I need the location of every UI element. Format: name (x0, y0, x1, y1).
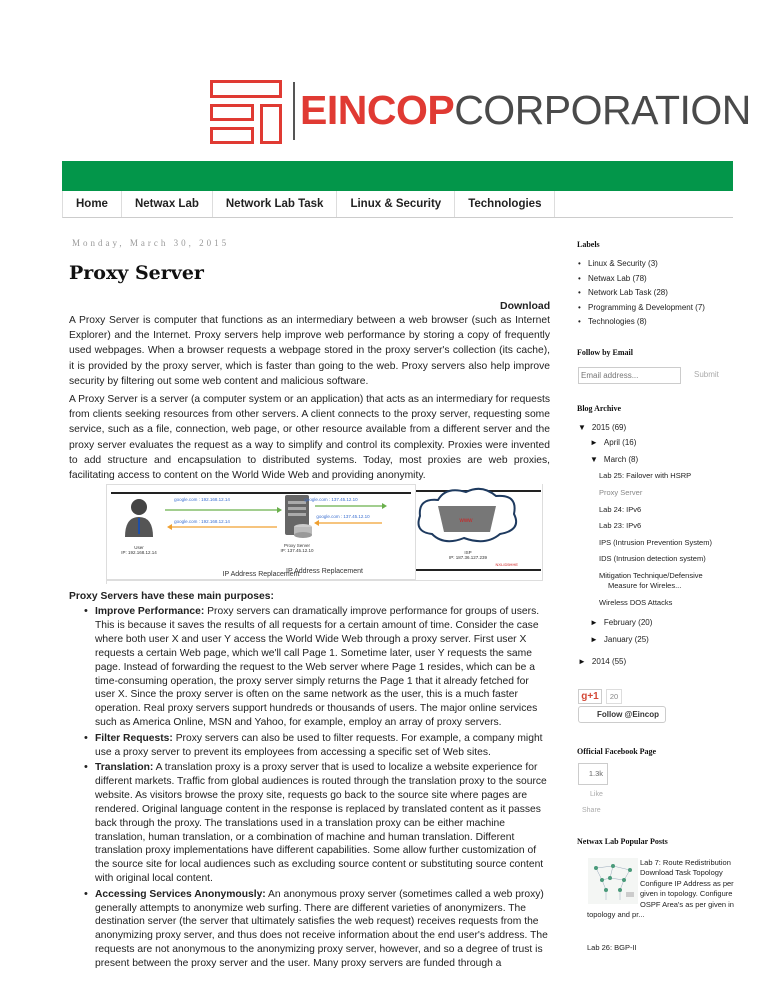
user-icon (125, 499, 153, 537)
purpose-text: An anonymous proxy server (sometimes called a web proxy) generally attempts to anonymize web surfing. There are different varieties of anonymizers. The destination server (the server that ultimately satisfies the web request) receives requests from the anonymizing proxy server, and thus does not receive information about the end user's address. The requests are not anonymous to the anonymizing proxy server, however, and so a degree of trust is present between the proxy server and the user. Many proxy servers are funded through a (95, 888, 548, 970)
label-link[interactable]: • Netwax Lab (78) (578, 272, 705, 287)
label-link[interactable]: • Programming & Development (7) (578, 301, 705, 316)
archive-month-label[interactable]: February (20) (603, 618, 653, 627)
figure-caption: IP Address Replacement (222, 571, 300, 578)
facebook-share-button[interactable]: Share (582, 807, 601, 814)
archive-month-march[interactable] (590, 455, 638, 464)
archive-year-2015[interactable] (578, 423, 626, 432)
archive-post-link[interactable]: IDS (Intrusion detection system) (599, 554, 706, 563)
expand-down-icon[interactable]: ▼ (590, 455, 598, 464)
expand-right-icon[interactable]: ► (590, 618, 598, 627)
svg-text:User: User (134, 545, 144, 550)
svg-text:IP: 192.168.12.14: IP: 192.168.12.14 (121, 550, 157, 555)
svg-text:IP: 137.45.12.10: IP: 137.45.12.10 (280, 548, 314, 553)
purpose-text: Proxy servers can dramatically improve performance for groups of users. This is because it saves the results of all requests for a certain amount of time. Consider the case where both user X and user Y access the World Wide Web through a proxy server. First user X requests a certain Web page, which we'll call Page 1. Sometime later, user Y requests the same page. Instead of forwarding the request to the Web server where Page 1 resides, which can be a time-consuming operation, the proxy server simply returns the Page 1 that it already fetched for user X. Since the proxy server is often on the same network as the user, this is a much faster operation. Real proxy servers support hundreds or thousands of users. The major online services such as America Online, MSN and Yahoo, for example, employ an array of proxy servers. (95, 606, 540, 729)
google-plus-count: 20 (606, 689, 622, 704)
twitter-follow-button[interactable]: Follow @Eincop (578, 706, 666, 723)
header-green-bar (62, 161, 733, 191)
archive-post-current[interactable]: Proxy Server (599, 488, 643, 497)
main-nav (62, 191, 733, 218)
svg-text:Proxy Server: Proxy Server (283, 543, 311, 548)
labels-list (578, 257, 705, 330)
popular-post-excerpt: Download Task Topology Configure IP Address as per given in topology. Configure OSPF Area's as per given in topology and pr... (587, 868, 734, 920)
archive-month-label[interactable]: March (8) (603, 455, 639, 464)
archive-month-february[interactable] (590, 618, 652, 627)
purposes-list (80, 605, 550, 973)
post-title[interactable]: Proxy Server (69, 262, 204, 284)
archive-post-link[interactable]: IPS (Intrusion Prevention System) (599, 538, 712, 547)
label-link[interactable]: • Linux & Security (3) (578, 257, 705, 272)
purpose-term: Accessing Services Anonymously: (95, 888, 266, 900)
archive-post-link[interactable]: Lab 24: IPv6 (599, 505, 642, 514)
svg-text:google.com : 192.168.12.14: google.com : 192.168.12.14 (174, 519, 230, 524)
archive-post-link[interactable]: Lab 23: IPv6 (599, 521, 642, 530)
svg-text:ISP: ISP (464, 550, 472, 555)
submit-button[interactable]: Submit (694, 370, 719, 379)
label-link[interactable]: • Network Lab Task (28) (578, 286, 705, 301)
purpose-term: Translation: (95, 761, 154, 773)
facebook-like-button[interactable]: Like (590, 791, 603, 798)
follow-email-heading: Follow by Email (577, 348, 634, 357)
popular-post-2-title[interactable]: Lab 26: BGP-II (587, 943, 637, 952)
expand-down-icon[interactable]: ▼ (578, 423, 586, 432)
nav-technologies[interactable]: Technologies (455, 191, 555, 217)
list-item (80, 888, 550, 971)
logo-divider (293, 82, 295, 140)
labels-heading: Labels (577, 240, 600, 249)
svg-text:google.com : 137.45.12.10: google.com : 137.45.12.10 (316, 514, 370, 519)
popular-post-title[interactable]: Lab 7: Route Redistribution (640, 858, 731, 867)
facebook-heading: Official Facebook Page (577, 747, 657, 756)
email-field[interactable] (578, 367, 681, 384)
popular-post-1 (587, 858, 737, 920)
list-item (80, 605, 550, 730)
archive-year-label[interactable]: 2014 (55) (591, 657, 627, 666)
archive-month-january[interactable] (590, 635, 649, 644)
expand-right-icon[interactable]: ► (590, 438, 598, 447)
facebook-like-count: 1.3k (578, 763, 608, 785)
archive-post-link[interactable]: Lab 25: Failover with HSRP (599, 471, 692, 480)
svg-text:NXLID5HHE: NXLID5HHE (495, 562, 518, 567)
archive-year-label[interactable]: 2015 (69) (591, 423, 627, 432)
archive-post-link[interactable]: Mitigation Technique/Defensive Measure for Wireles... (599, 571, 703, 590)
list-item (80, 732, 550, 760)
label-link[interactable]: • Technologies (8) (578, 315, 705, 330)
archive-month-label[interactable]: January (25) (603, 635, 649, 644)
figure-right-border (542, 484, 543, 581)
purpose-text: Proxy servers can also be used to filter requests. For example, a company might use a proxy server to prevent its employees from accessing a specific set of Web sites. (95, 732, 543, 758)
diagram-illustration (107, 485, 417, 565)
svg-text:IP: 187.36.127.239: IP: 187.36.127.239 (448, 555, 488, 560)
figure-bottom-border (106, 580, 543, 581)
svg-text:google.com : 192.168.12.14: google.com : 192.168.12.14 (174, 497, 230, 502)
post-paragraph-1: A Proxy Server is computer that functions as an intermediary between a web browser (such as Internet Explorer) and the Internet. Proxy servers help improve web performance by storing a copy of frequently used webpages. When a browser requests a webpage stored in the proxy server's collection (its cache), it is provided by the proxy server, which is faster than going to the web. Proxy servers also help improve security by filtering out some web content and malicious software. (69, 315, 550, 387)
popular-posts-heading: Netwax Lab Popular Posts (577, 837, 668, 846)
logo-text-bold: EINCOP (300, 87, 455, 133)
expand-right-icon[interactable]: ► (590, 635, 598, 644)
isp-cloud-icon (416, 484, 541, 574)
svg-text:google.com : 137.45.12.10: google.com : 137.45.12.10 (304, 497, 358, 502)
svg-text:www: www (459, 518, 473, 524)
post-date: Monday, March 30, 2015 (72, 238, 230, 248)
download-link[interactable]: Download (500, 300, 551, 312)
logo-text (300, 88, 751, 132)
list-item (80, 761, 550, 886)
purposes-heading: Proxy Servers have these main purposes: (69, 591, 274, 602)
purpose-text: A translation proxy is a proxy server that is used to localize a website experience for different markets. Traffic from global audiences is routed through the translation proxy to the source website. As visitors browse the proxy site, requests go back to the source site where pages are rendered. Original language content in the response is replaced by translated content as it passes back through the proxy. The translations used in a translation proxy can be either machine translation, human translation, or a combination of machine and human translation. Different translation proxy implementations have different capabilities. Some allow further customization of the source site for local audiences such as excluding source content or substituting source content with original local content. (95, 761, 547, 885)
purpose-term: Improve Performance: (95, 606, 205, 617)
logo-text-light: CORPORATION (454, 87, 751, 133)
archive-year-2014[interactable] (578, 657, 626, 666)
purpose-term: Filter Requests: (95, 732, 173, 744)
google-plus-button[interactable]: g+1 (578, 689, 602, 704)
logo-mark-icon (208, 74, 286, 146)
archive-post-link[interactable]: Wireless DOS Attacks (599, 598, 673, 607)
nav-home[interactable]: Home (63, 191, 122, 217)
post-paragraph-2: A Proxy Server is a server (a computer system or an application) that acts as an intermediary for requests from clients seeking resources from other servers. A client connects to the proxy server, requesting some service, such as a file, connection, web page, or other resource available from a different server and the proxy server evaluates the request as a way to simplify and control its complexity. Proxies were invented to add structure and encapsulation to distributed systems. Today, most proxies are web proxies, facilitating access to content on the World Wide Web and providing anonymity. (69, 394, 550, 482)
nav-network-lab-task[interactable]: Network Lab Task (213, 191, 338, 217)
nav-linux-security[interactable]: Linux & Security (337, 191, 455, 217)
archive-month-label[interactable]: April (16) (603, 438, 637, 447)
blog-archive-heading: Blog Archive (577, 404, 622, 413)
expand-right-icon[interactable]: ► (578, 657, 586, 666)
ip-replacement-diagram (106, 484, 416, 580)
archive-month-april[interactable] (590, 438, 636, 447)
site-logo[interactable] (208, 74, 751, 146)
figure-caption-text: IP Address Replacement (286, 568, 363, 575)
nav-netwax-lab[interactable]: Netwax Lab (122, 191, 213, 217)
